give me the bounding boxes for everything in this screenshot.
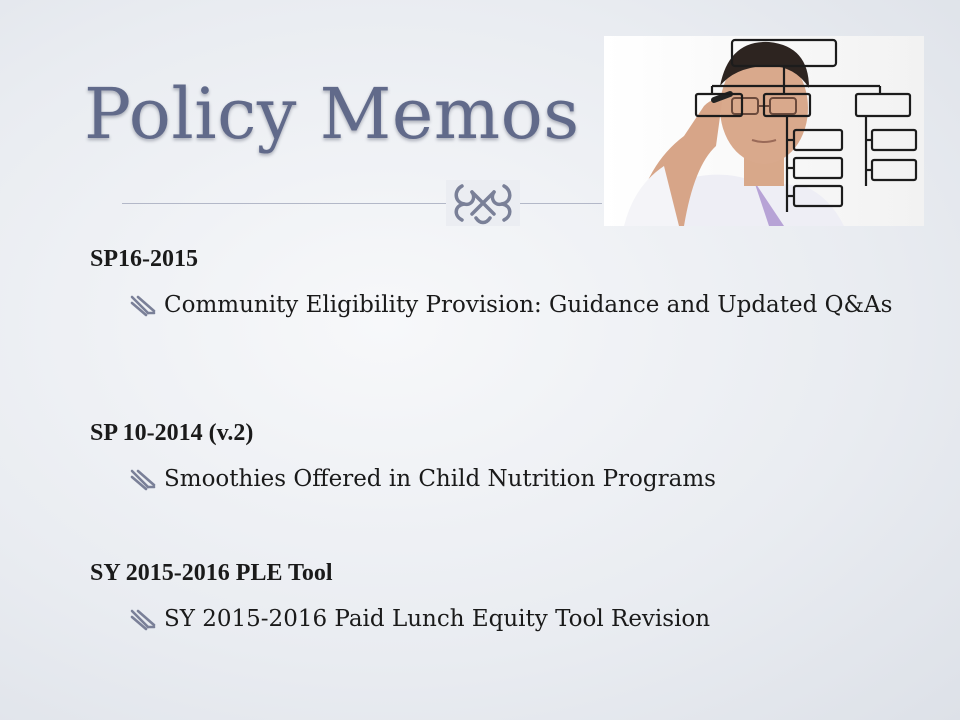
memo-bullet-text: SY 2015-2016 Paid Lunch Equity Tool Revision — [164, 606, 711, 632]
businessman-flowchart-photo — [604, 36, 924, 226]
arrow-bullet-icon — [128, 607, 158, 633]
slide-title: Policy Memos — [84, 73, 580, 155]
memo-heading: SP16-2015 — [90, 246, 198, 272]
memo-bullet — [90, 603, 960, 636]
arrow-bullet-icon — [128, 293, 158, 319]
arrow-bullet-icon — [128, 467, 158, 493]
memo-bullet — [90, 463, 960, 496]
memo-bullet — [90, 289, 960, 322]
memo-bullet-text: Community Eligibility Provision: Guidance and Updated Q&As — [164, 292, 893, 318]
memo-heading: SY 2015-2016 PLE Tool — [90, 560, 333, 586]
fleur-ornament-icon — [446, 180, 520, 226]
memo-heading: SP 10-2014 (v.2) — [90, 420, 254, 446]
memo-bullet-text: Smoothies Offered in Child Nutrition Programs — [164, 466, 716, 492]
title-divider — [122, 203, 602, 204]
